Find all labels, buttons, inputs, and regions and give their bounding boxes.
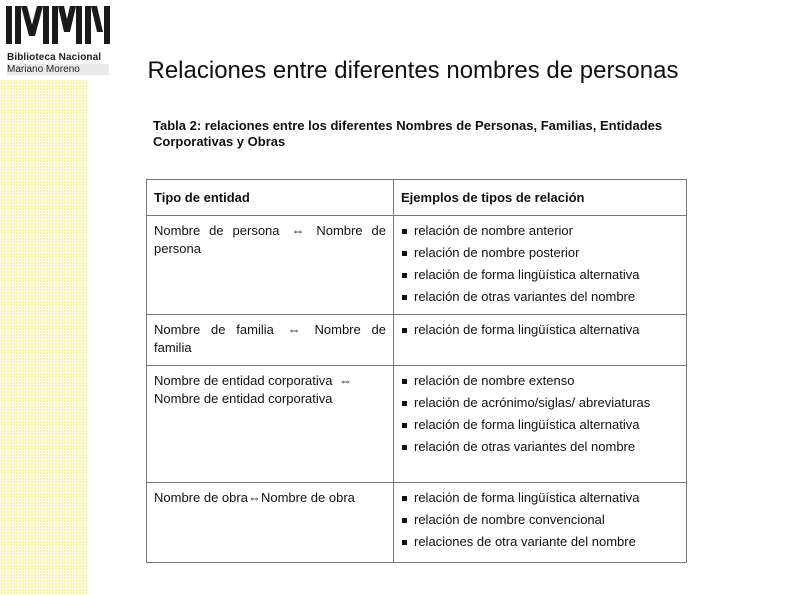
slide-title: Relaciones entre diferentes nombres de personas [147,57,679,84]
entity-right: Nombre de persona [154,223,386,256]
list-item: relación de forma lingüística alternativa [401,489,679,507]
list-item: relación de otras variantes del nombre [401,288,679,306]
entity-cell [147,216,394,315]
double-arrow-icon: ⇔ [291,223,305,238]
relations-cell [394,483,687,563]
table-row [147,315,687,366]
table-row [147,483,687,563]
list-item: relaciones de otra variante del nombre [401,533,679,551]
relations-cell [394,366,687,483]
entity-cell [147,483,394,563]
logo-name: Biblioteca Nacional [7,52,102,63]
logo [0,0,113,80]
table-row [147,216,687,315]
list-item: relación de nombre extenso [401,372,679,390]
entity-left: Nombre de entidad corporativa [154,373,333,388]
entity-cell [147,366,394,483]
list-item: relación de forma lingüística alternativa [401,321,679,339]
header-relation-examples: Ejemplos de tipos de relación [394,180,687,216]
double-arrow-icon: ⇔ [287,322,301,337]
list-item: relación de nombre anterior [401,222,679,240]
double-arrow-icon: ⇔ [247,490,261,505]
list-item: relación de acrónimo/siglas/ abreviaturas [401,394,679,412]
entity-left: Nombre de persona [154,223,280,238]
entity-right: Nombre de obra [260,490,355,505]
relations-cell [394,216,687,315]
entity-cell [147,315,394,366]
table-caption: Tabla 2: relaciones entre los diferentes Nombres de Personas, Familias, Entidades Corporativas y Obras [153,118,663,149]
double-arrow-icon: ⇔ [339,373,353,388]
table-row [147,366,687,483]
relations-table [146,179,687,563]
relations-cell [394,315,687,366]
table-header-row [147,180,687,216]
header-entity-type: Tipo de entidad [147,180,394,216]
logo-subtitle: Mariano Moreno [7,64,109,75]
entity-left: Nombre de obra [154,490,248,505]
list-item: relación de forma lingüística alternativa [401,416,679,434]
library-logo-icon [6,6,110,44]
entity-left: Nombre de familia [154,322,274,337]
list-item: relación de nombre posterior [401,244,679,262]
entity-right: Nombre de entidad corporativa [154,391,333,406]
decorative-sidebar [0,0,88,595]
list-item: relación de nombre convencional [401,511,679,529]
list-item: relación de forma lingüística alternativa [401,266,679,284]
list-item: relación de otras variantes del nombre [401,438,679,456]
entity-right: Nombre de familia [154,322,386,355]
